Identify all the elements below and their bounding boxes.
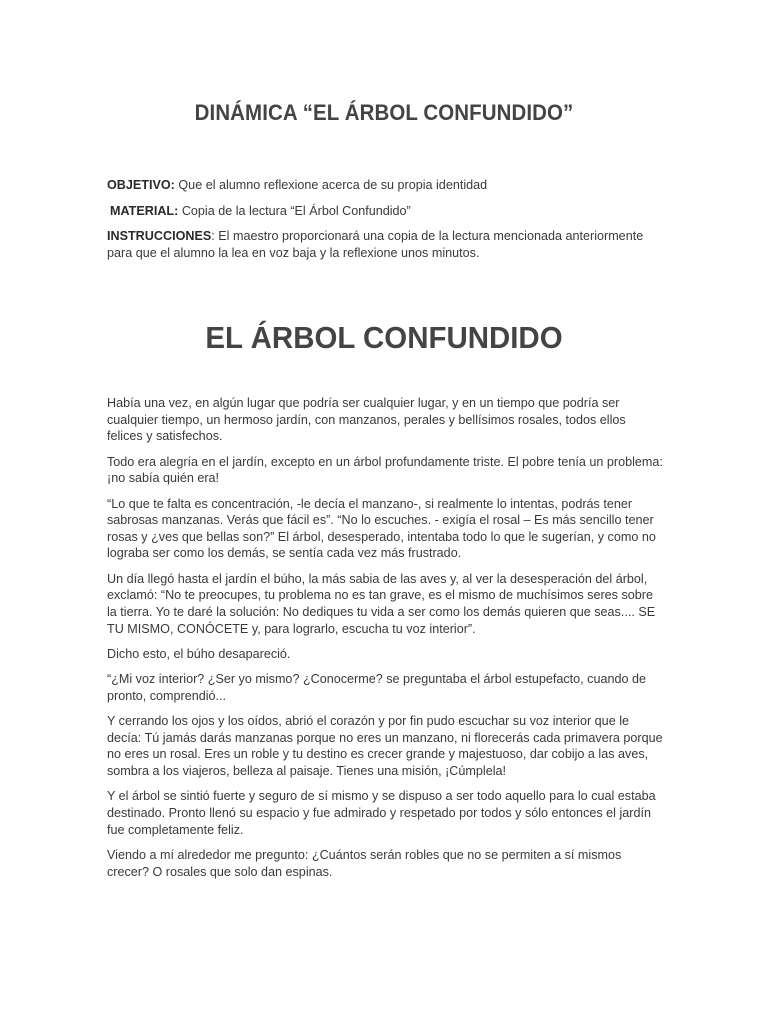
objetivo-line	[107, 177, 667, 194]
material-line	[110, 203, 670, 220]
story-title: EL ÁRBOL CONFUNDIDO	[205, 320, 563, 355]
instrucciones-text: : El maestro proporcionará una copia de la lectura mencionada anteriormente para que el alumno la lea en voz baja y la reflexione unos minutos.	[107, 229, 644, 260]
story-paragraph: “Lo que te falta es concentración, -le decía el manzano-, si realmente lo intentas, podrás tener sabrosas manzanas. Verás que fácil es”. “No lo escuches. - exigía el rosal – Es más sencillo tener rosas y ¿ves que bellas son?” El árbol, desesperado, intentaba todo lo que le sugerían, y como no lograba ser como los demás, se sentía cada vez más frustrado.	[107, 496, 656, 561]
story-body	[107, 395, 663, 889]
story-paragraph: Había una vez, en algún lugar que podría ser cualquier lugar, y en un tiempo que podría ser cualquier tiempo, un hermoso jardín, con manzanos, perales y bellísimos rosales, todos ellos felices y satisfechos.	[107, 396, 626, 444]
story-paragraph: Un día llegó hasta el jardín el búho, la más sabia de las aves y, al ver la desesperación del árbol, exclamó: “No te preocupes, tu problema no es tan grave, es el mismo de muchísimos seres sobre la tierra. Yo te daré la solución: No dediques tu vida a ser como los demás quieren que seas.... SE TU MISMO, CONÓCETE y, para lograrlo, escucha tu voz interior”.	[107, 571, 656, 636]
story-paragraph: Y cerrando los ojos y los oídos, abrió el corazón y por fin pudo escuchar su voz interior que le decía: Tú jamás darás manzanas porque no eres un manzano, ni florecerás cada primavera porque no eres un rosal. Eres un roble y tu destino es crecer grande y majestuoso, dar cobijo a las aves, sombra a los viajeros, belleza al paisaje. Tienes una misión, ¡Cúmplela!	[107, 714, 663, 779]
instrucciones-line	[107, 228, 667, 262]
story-paragraph: Dicho esto, el búho desapareció.	[107, 646, 291, 661]
objetivo-text: Que el alumno reflexione acerca de su propia identidad	[174, 178, 488, 192]
material-label: MATERIAL:	[110, 204, 179, 218]
story-paragraph: Viendo a mí alrededor me pregunto: ¿Cuántos serán robles que no se permiten a sí mismos crecer? O rosales que solo dan espinas.	[107, 848, 622, 879]
material-text: Copia de la lectura “El Árbol Confundido”	[178, 204, 411, 218]
objetivo-label: OBJETIVO:	[107, 178, 175, 192]
instrucciones-label: INSTRUCCIONES	[107, 229, 212, 243]
document-title: DINÁMICA “EL ÁRBOL CONFUNDIDO”	[194, 100, 574, 125]
story-paragraph: Y el árbol se sintió fuerte y seguro de sí mismo y se dispuso a ser todo aquello para lo cual estaba destinado. Pronto llenó su espacio y fue admirado y respetado por todos y sólo entonces el jardín fue completamente feliz.	[107, 789, 656, 837]
story-paragraph: “¿Mi voz interior? ¿Ser yo mismo? ¿Conocerme? se preguntaba el árbol estupefacto, cuando de pronto, comprendió...	[107, 672, 646, 703]
story-paragraph: Todo era alegría en el jardín, excepto en un árbol profundamente triste. El pobre tenía un problema: ¡no sabía quién era!	[107, 454, 663, 486]
